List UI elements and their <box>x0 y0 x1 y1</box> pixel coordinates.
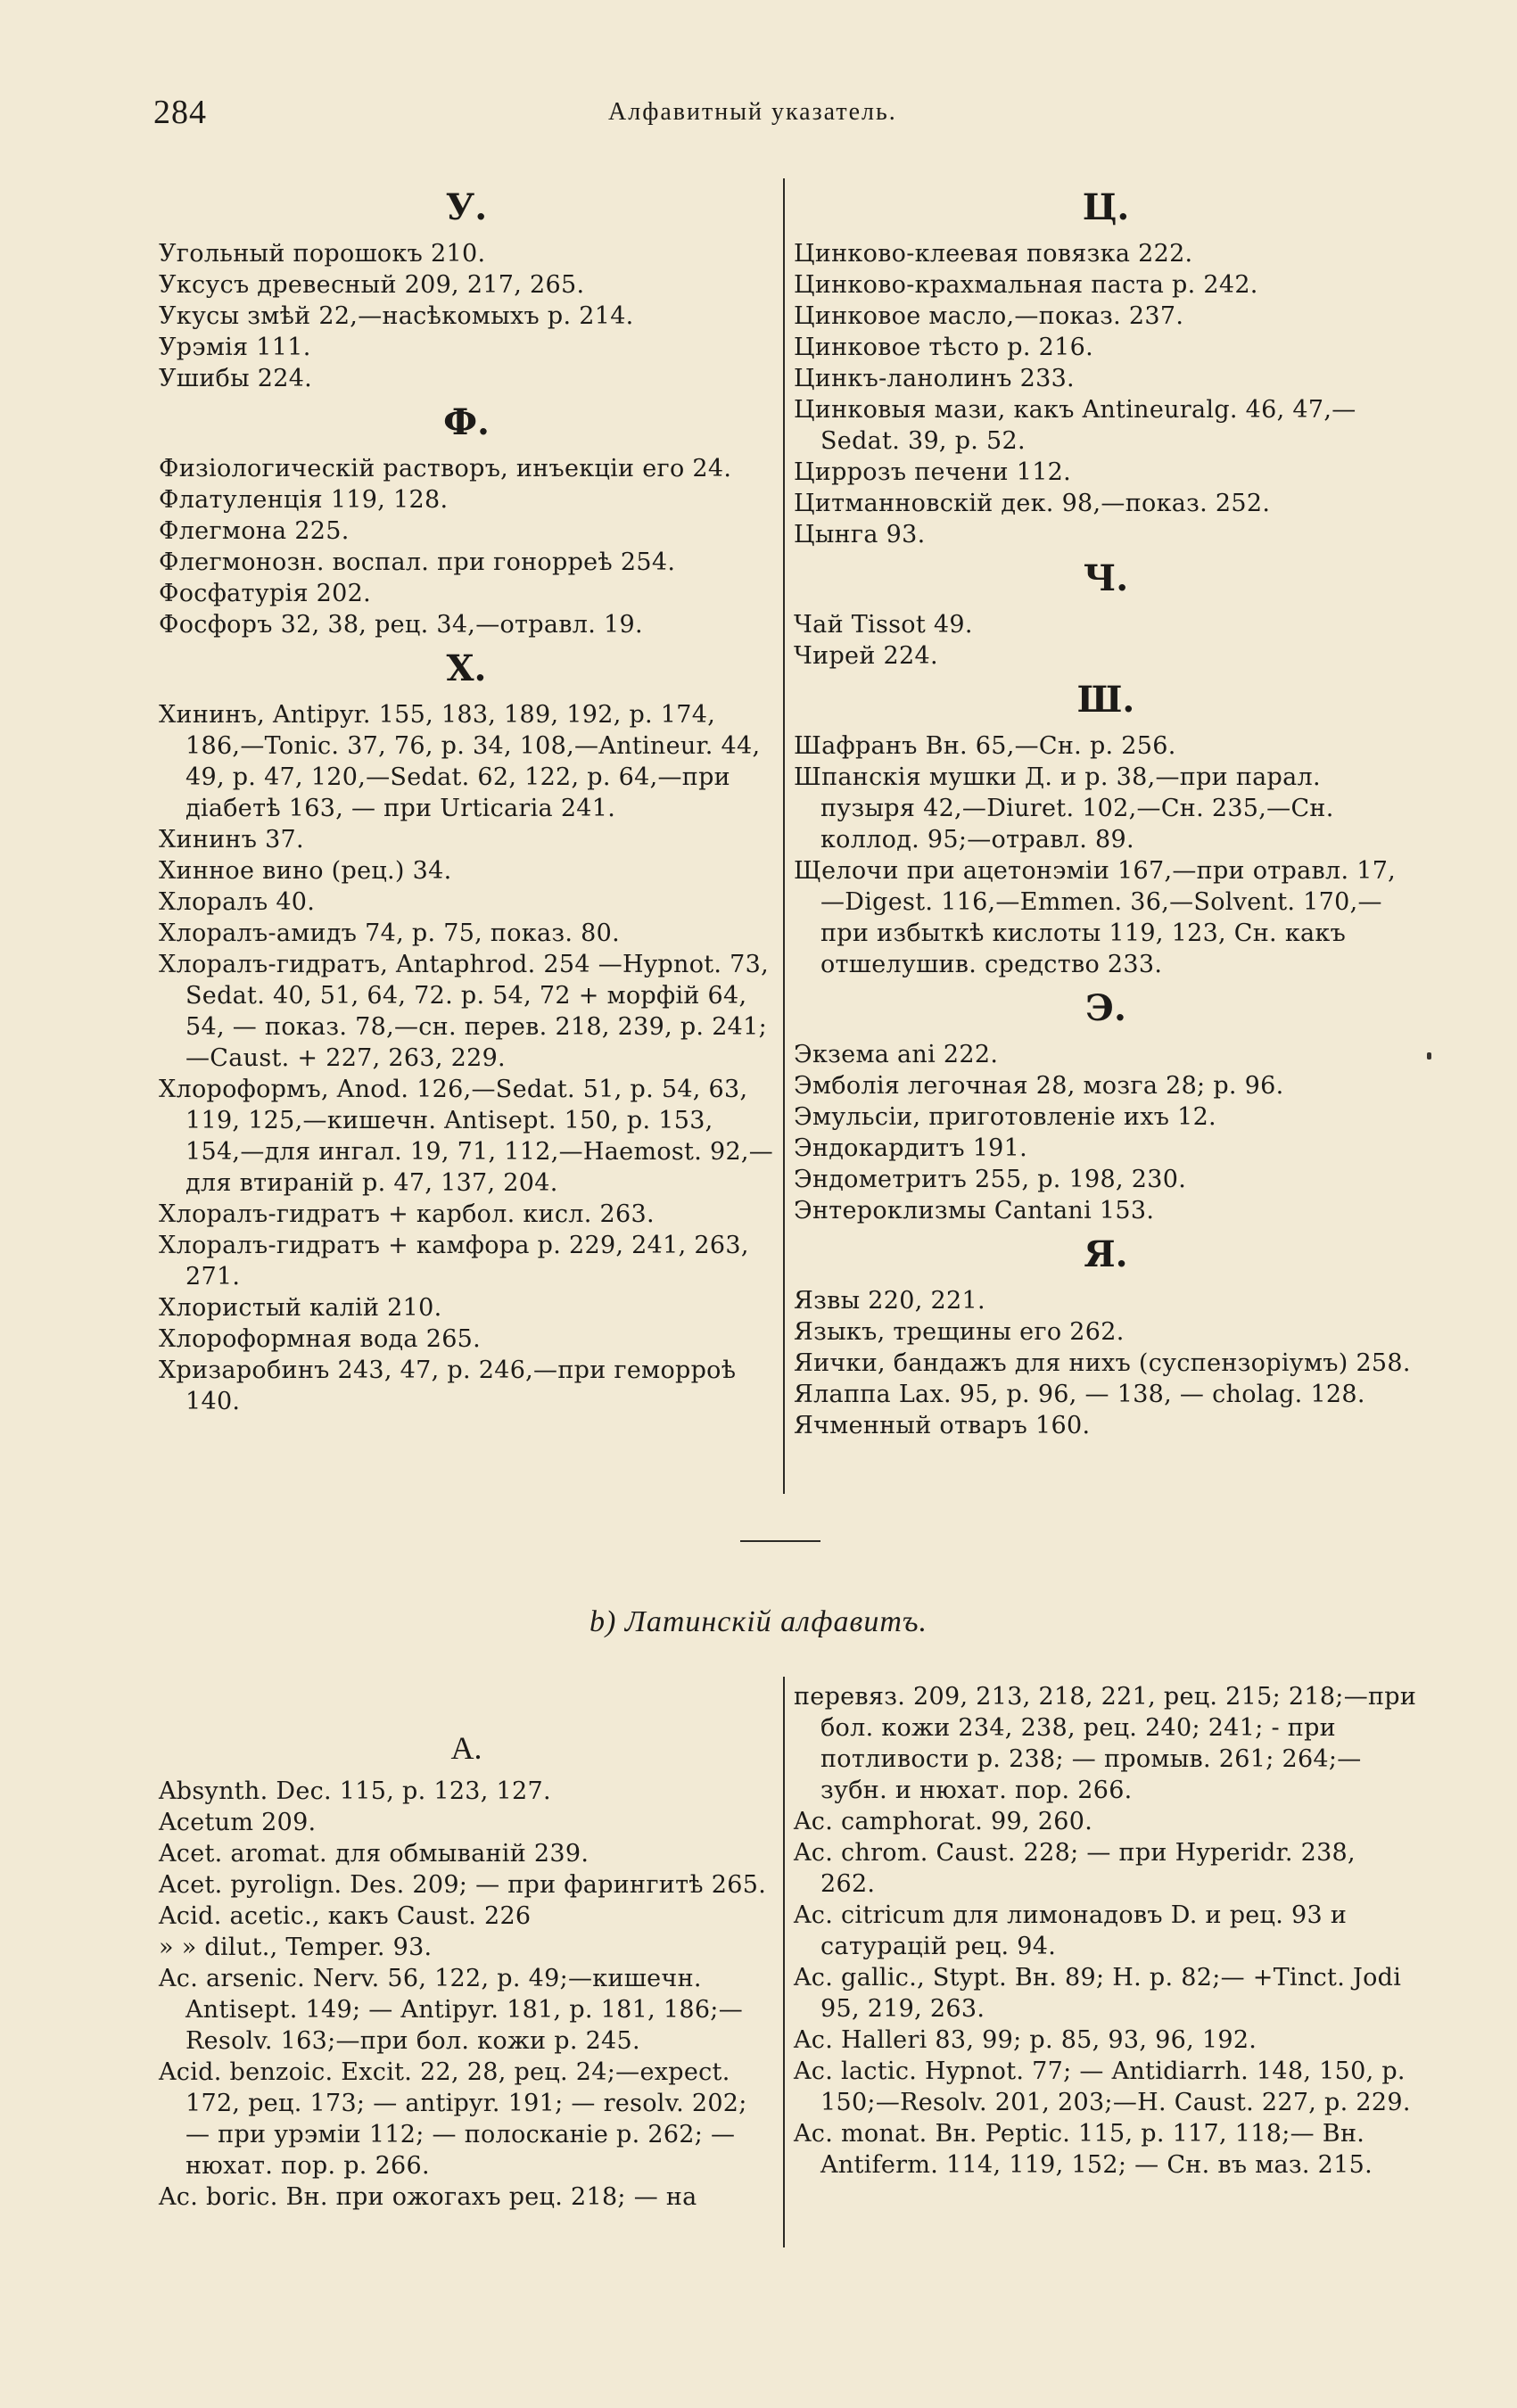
index-entry: Acet. pyrolign. Des. 209; — при фарингитѣ 265. <box>159 1871 767 1899</box>
index-entry: Физіологическій растворъ, инъекціи его 24. <box>159 455 732 482</box>
index-entry: Циррозъ печени 112. <box>794 458 1072 486</box>
index-column-right <box>794 183 1418 1441</box>
index-letter-heading: Ф. <box>443 401 490 443</box>
latin-column-right <box>794 1681 1418 2181</box>
index-entry: Цинково-клеевая повязка 222. <box>794 240 1193 268</box>
index-entry: Шпанскія мушки Д. и р. 38,—при парал. пузыря 42,—Diuret. 102,—Сн. 235,—Сн. коллод. 95;—отравл. 89. <box>794 763 1334 854</box>
index-entry: Флатуленція 119, 128. <box>159 486 449 514</box>
index-entry: Absynth. Dec. 115, р. 123, 127. <box>159 1777 551 1805</box>
ink-speck <box>1427 1052 1431 1060</box>
index-entry: Цынга 93. <box>794 521 926 548</box>
index-entry: Ac. citricum для лимонадовъ D. и рец. 93 и сатурацій рец. 94. <box>794 1901 1348 1960</box>
index-entry: Ялаппа Lax. 95, р. 96, — 138, — cholag. 128. <box>794 1381 1365 1408</box>
index-entry: Хининъ, Antipyr. 155, 183, 189, 192, р. 174, 186,—Tonic. 37, 76, р. 34, 108,—Antineur. 44, 49, р. 47, 120,—Sedat. 62, 122, р. 64,—при діабетѣ 163, — при Urticaria 241. <box>159 701 761 822</box>
index-entry: Хлоралъ-гидратъ, Antaphrod. 254 —Hypnot. 73, Sedat. 40, 51, 64, 72. р. 54, 72 + морфій 64, 54, — показ. 78,—сн. перев. 218, 239, р. 241;—Caust. + 227, 263, 229. <box>159 951 770 1072</box>
index-entry: Цинкъ-ланолинъ 233. <box>794 365 1075 392</box>
index-entry: Хлористый калій 210. <box>159 1294 442 1322</box>
index-entry: Цинковое тѣсто р. 216. <box>794 334 1093 361</box>
index-entry: Уксусъ древесный 209, 217, 265. <box>159 271 585 299</box>
index-entry: Цинково-крахмальная паста р. 242. <box>794 271 1258 299</box>
page-header <box>153 93 1420 137</box>
index-entry: Ac. boric. Вн. при ожогахъ рец. 218; — на <box>159 2183 697 2211</box>
index-entry: Хризаробинъ 243, 47, р. 246,—при геморроѣ 140. <box>159 1357 737 1415</box>
index-entry: Эмболія легочная 28, мозга 28; р. 96. <box>794 1072 1284 1100</box>
index-entry: Укусы змѣй 22,—насѣкомыхъ р. 214. <box>159 302 634 330</box>
index-entry: Ac. Halleri 83, 99; р. 85, 93, 96, 192. <box>794 2026 1257 2054</box>
latin-column-left <box>159 1726 774 2213</box>
index-entry: Экзема ani 222. <box>794 1041 999 1068</box>
index-entry: Язвы 220, 221. <box>794 1287 985 1315</box>
column-rule-top <box>783 178 785 1494</box>
index-entry: Фосфоръ 32, 38, рец. 34,—отравл. 19. <box>159 611 643 639</box>
index-entry: Цинковыя мази, какъ Antineuralg. 46, 47,—Sedat. 39, р. 52. <box>794 396 1356 455</box>
index-entry: Энтероклизмы Cantani 153. <box>794 1197 1155 1225</box>
index-entry: Эмульсіи, приготовленіе ихъ 12. <box>794 1103 1216 1131</box>
index-entry: Языкъ, трещины его 262. <box>794 1318 1125 1346</box>
index-letter-heading: Ш. <box>1076 679 1135 721</box>
index-entry: Урэмія 111. <box>159 334 311 361</box>
index-entry: Ac. gallic., Stypt. Вн. 89; Н. р. 82;— +Tinct. Jodi 95, 219, 263. <box>794 1964 1402 2023</box>
index-entry: Цитманновскій дек. 98,—показ. 252. <box>794 490 1271 517</box>
index-letter-heading: Э. <box>1085 987 1126 1029</box>
index-letter-heading: Ч. <box>1083 557 1129 599</box>
index-letter-heading: Х. <box>446 647 487 689</box>
index-entry: Ушибы 224. <box>159 365 313 392</box>
index-entry: Ячменный отваръ 160. <box>794 1412 1091 1439</box>
index-entry: Хлоралъ-гидратъ + камфора р. 229, 241, 263, 271. <box>159 1232 749 1291</box>
index-letter-heading: У. <box>445 186 488 228</box>
index-letter-heading: Я. <box>1084 1233 1128 1275</box>
index-entry: Ac. arsenic. Nerv. 56, 122, р. 49;—кишечн. Antisept. 149; — Antipyr. 181, р. 181, 186;—Resolv. 163;—при бол. кожи р. 245. <box>159 1965 743 2055</box>
index-entry: Хлороформная вода 265. <box>159 1325 482 1353</box>
index-entry: Хлоралъ-амидъ 74, р. 75, показ. 80. <box>159 919 620 947</box>
index-entry: Эндометритъ 255, р. 198, 230. <box>794 1166 1187 1193</box>
column-rule-bottom <box>783 1677 785 2247</box>
index-entry: Щелочи при ацетонэміи 167,—при отравл. 17,—Digest. 116,—Emmen. 36,—Solvent. 170,—при избыткѣ кислоты 119, 123, Сн. какъ отшелушив. средство 233. <box>794 857 1397 978</box>
index-entry: Ac. lactic. Hypnot. 77; — Antidiarrh. 148, 150, р. 150;—Resolv. 201, 203;—Н. Caust. 227, р. 229. <box>794 2058 1411 2116</box>
index-entry: Acid. benzoic. Excit. 22, 28, рец. 24;—expect. 172, рец. 173; — antipyr. 191; — resolv. 202; — при урэміи 112; — полосканіе р. 262; — нюхат. пор. р. 266. <box>159 2058 747 2180</box>
index-entry: Флегмона 225. <box>159 517 350 545</box>
latin-letter-heading: A. <box>450 1730 482 1766</box>
running-title: Алфавитный указатель. <box>608 98 897 126</box>
section-divider <box>740 1540 820 1542</box>
page-number: 284 <box>153 94 207 131</box>
index-entry: Хлоралъ 40. <box>159 888 316 916</box>
index-entry: Флегмонозн. воспал. при гонорреѣ 254. <box>159 548 676 576</box>
index-entry: Шафранъ Вн. 65,—Сн. р. 256. <box>794 732 1176 760</box>
index-entry: перевяз. 209, 213, 218, 221, рец. 215; 218;—при бол. кожи 234, 238, рец. 240; 241; - при потливости р. 238; — промыв. 261; 264;—зубн. и нюхат. пор. 266. <box>794 1683 1417 1804</box>
index-letter-heading: Ц. <box>1082 186 1130 228</box>
index-entry: Acid. acetic., какъ Caust. 226 <box>159 1902 532 1930</box>
index-entry: Эндокардитъ 191. <box>794 1134 1028 1162</box>
latin-alphabet-heading: b) Латинскій алфавитъ. <box>589 1605 928 1638</box>
index-entry: Хлороформъ, Anod. 126,—Sedat. 51, р. 54, 63, 119, 125,—кишечн. Antisept. 150, р. 153, 154,—для ингал. 19, 71, 112,—Haemost. 92,—для втираній р. 47, 137, 204. <box>159 1076 774 1197</box>
index-entry: Цинковое масло,—показ. 237. <box>794 302 1184 330</box>
index-entry: Хининъ 37. <box>159 826 304 854</box>
index-entry: Яички, бандажъ для нихъ (суспензоріумъ) 258. <box>794 1349 1411 1377</box>
index-entry: » » dilut., Temper. 93. <box>159 1934 433 1961</box>
index-entry: Ac. camphorat. 99, 260. <box>794 1808 1093 1835</box>
index-column-left <box>159 183 774 1417</box>
index-entry: Фосфатурія 202. <box>159 580 371 607</box>
index-entry: Acetum 209. <box>159 1809 317 1836</box>
index-entry: Угольный порошокъ 210. <box>159 240 486 268</box>
index-entry: Чай Tissot 49. <box>794 611 973 639</box>
index-entry: Чирей 224. <box>794 642 938 670</box>
index-entry: Ac. chrom. Caust. 228; — при Hyperidr. 238, 262. <box>794 1839 1356 1898</box>
index-entry: Ac. monat. Вн. Peptic. 115, р. 117, 118;— Вн. Antiferm. 114, 119, 152; — Сн. въ маз. 215. <box>794 2120 1373 2179</box>
index-entry: Acet. aromat. для обмыванiй 239. <box>159 1840 589 1868</box>
index-entry: Хлоралъ-гидратъ + карбол. кисл. 263. <box>159 1200 655 1228</box>
index-entry: Хинное вино (рец.) 34. <box>159 857 452 885</box>
